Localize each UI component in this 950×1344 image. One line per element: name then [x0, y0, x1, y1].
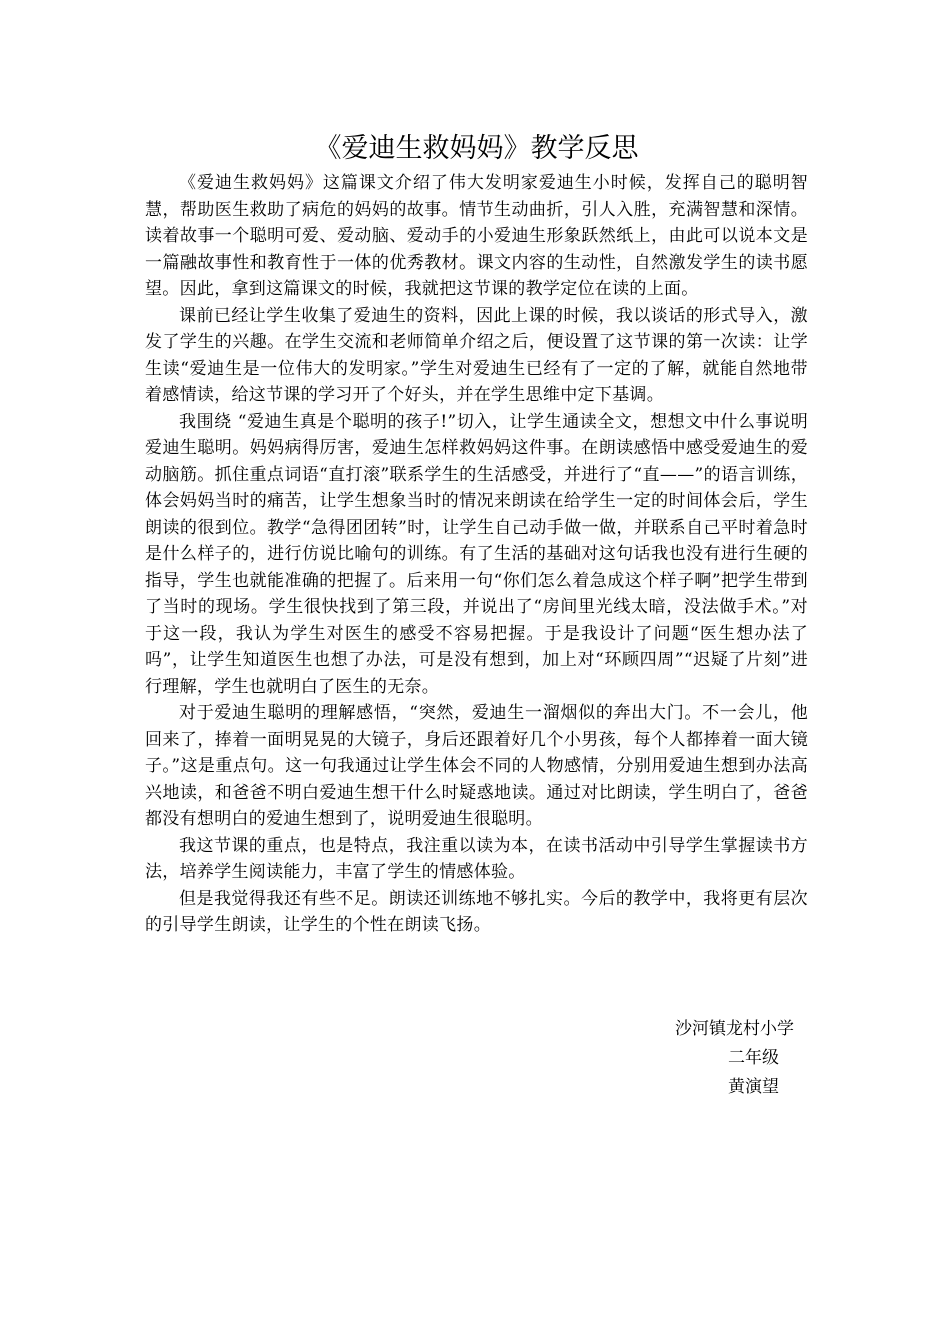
paragraph-lesson-start: 课前已经让学生收集了爱迪生的资料，因此上课的时候，我以谈话的形式导入，激发了学生的兴趣。在学生交流和老师简单介绍之后，便设置了这节课的第一次读：让学生读“爱迪生是一位伟大的发明家。”学生对爱迪生已经有了一定的了解，就能自然地带着感情读，给这节课的学习开了个好头，并在学生思维中定下基调。: [145, 305, 808, 405]
signature-block: [600, 1015, 820, 1102]
paragraph-reading-focus: 我围绕 “爱迪生真是个聪明的孩子!”切入，让学生通读全文，想想文中什么事说明爱迪生聪明。妈妈病得厉害，爱迪生怎样救妈妈这件事。在朗读感悟中感受爱迪生的爱动脑筋。抓住重点词语“直打滚”联系学生的生活感受，并进行了“直——”的语言训练，体会妈妈当时的痛苦，让学生想象当时的情况来朗读在给学生一定的时间体会后，学生朗读的很到位。教学“急得团团转”时，让学生自己动手做一做，并联系自己平时着急时是什么样子的，进行仿说比喻句的训练。有了生活的基础对这句话我也没有进行生硬的指导，学生也就能准确的把握了。后来用一句“你们怎么着急成这个样子啊”把学生带到了当时的现场。学生很快找到了第三段，并说出了“房间里光线太暗，没法做手术。”对于这一段，我认为学生对医生的感受不容易把握。于是我设计了问题“医生想办法了吗”，让学生知道医生也想了办法，可是没有想到，加上对“环顾四周”“迟疑了片刻”进行理解，学生也就明白了医生的无奈。: [145, 411, 808, 697]
signature-author: 黄演望: [728, 1077, 779, 1097]
document-body: [145, 128, 808, 939]
paragraph-shortcomings: 但是我觉得我还有些不足。朗读还训练地不够扎实。今后的教学中，我将更有层次的引导学生朗读，让学生的个性在朗读飞扬。: [145, 888, 808, 935]
paragraph-summary: 我这节课的重点，也是特点，我注重以读为本，在读书活动中引导学生掌握读书方法，培养学生阅读能力，丰富了学生的情感体验。: [145, 835, 808, 882]
paragraph-intro: 《爱迪生救妈妈》这篇课文介绍了伟大发明家爱迪生小时候，发挥自己的聪明智慧，帮助医生救助了病危的妈妈的故事。情节生动曲折，引人入胜，充满智慧和深情。读着故事一个聪明可爱、爱动脑、爱动手的小爱迪生形象跃然纸上，由此可以说本文是一篇融故事性和教育性于一体的优秀教材。课文内容的生动性，自然激发学生的读书愿望。因此，拿到这篇课文的时候，我就把这节课的教学定位在读的上面。: [145, 173, 808, 299]
signature-school: 沙河镇龙村小学: [675, 1019, 794, 1039]
paragraph-key-sentence: 对于爱迪生聪明的理解感悟，“突然，爱迪生一溜烟似的奔出大门。不一会儿，他回来了，捧着一面明晃晃的大镜子，身后还跟着好几个小男孩，每个人都捧着一面大镜子。”这是重点句。这一句我通过让学生体会不同的人物感情，分别用爱迪生想到办法高兴地读，和爸爸不明白爱迪生想干什么时疑惑地读。通过对比朗读，学生明白了，爸爸都没有想明白的爱迪生想到了，说明爱迪生很聪明。: [145, 703, 808, 829]
document-title: 《爱迪生救妈妈》教学反思: [314, 133, 639, 164]
signature-grade: 二年级: [728, 1048, 779, 1068]
